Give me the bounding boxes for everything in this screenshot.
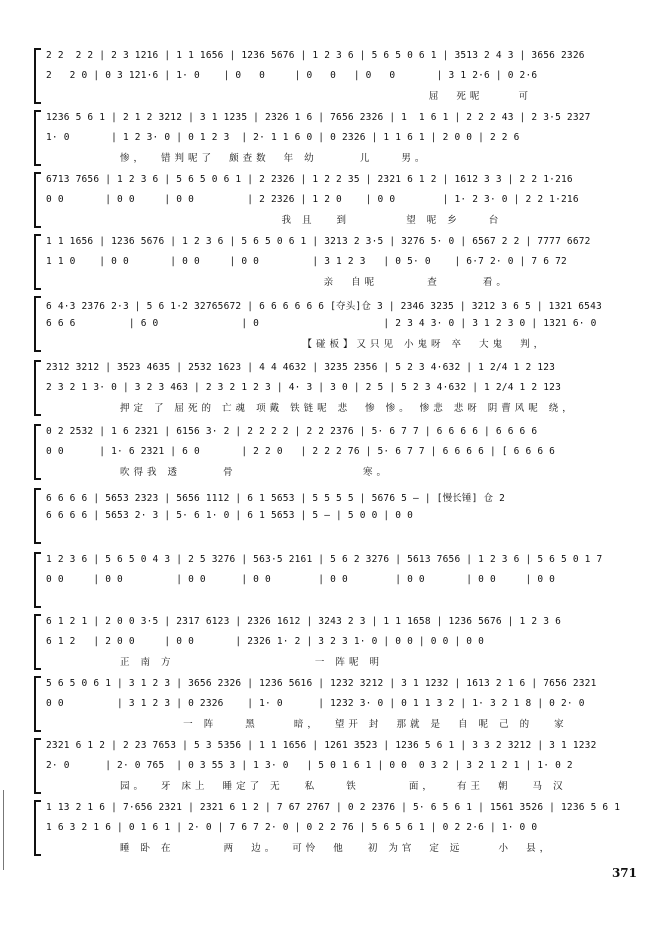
lower-part-line: 6 6 6 | 6 0 | 0 | 2 3 4 3· 0 | 3 1 2 3 0 | 1321 6· 0 xyxy=(46,318,597,329)
upper-part-line: 6 6 6 6 | 5653 2323 | 5656 1112 | 6 1 5653 | 5 5 5 5 | 5676 5 — | [慢长锤] 仓 2 xyxy=(46,493,506,504)
score-system xyxy=(40,738,632,792)
score-system xyxy=(40,552,632,606)
score-system xyxy=(40,48,632,102)
system-brace xyxy=(34,360,41,416)
upper-part-line: 1 1 1656 | 1236 5676 | 1 2 3 6 | 5 6 5 0 6 1 | 3213 2 3·5 | 3276 5· 0 | 6567 2 2 | 7777 6672 xyxy=(46,236,591,247)
system-brace xyxy=(34,234,41,290)
system-brace xyxy=(34,800,41,856)
system-brace xyxy=(34,296,41,352)
page-number: 371 xyxy=(611,866,637,880)
system-brace xyxy=(34,552,41,608)
lyric-line: 惨， 错判呢了 颇查数 年 幼 儿 男。 xyxy=(120,153,429,164)
lyric-line: 园。 牙 床上 睡定了 无 私 铁 面， 有王 朝 马 汉 xyxy=(120,781,567,792)
score-system xyxy=(40,800,632,854)
score-system xyxy=(40,110,632,164)
system-brace xyxy=(34,676,41,732)
system-brace xyxy=(34,110,41,166)
upper-part-line: 6 4·3 2376 2·3 | 5 6 1·2 32765672 | 6 6 6 6 6 6 [夺头]仓 3 | 2346 3235 | 3212 3 6 5 | 1321 6543 xyxy=(46,301,602,312)
score-system xyxy=(40,360,632,414)
system-brace xyxy=(34,48,41,104)
score-system xyxy=(40,296,632,350)
score-system xyxy=(40,172,632,226)
lower-part-line: 1 6 3 2 1 6 | 0 1 6 1 | 2· 0 | 7 6 7 2· 0 | 0 2 2 76 | 5 6 5 6 1 | 0 2 2·6 | 1· 0 0 xyxy=(46,822,538,833)
lyric-line: 亲 自呢 查 看。 xyxy=(120,277,510,288)
system-brace xyxy=(34,488,41,544)
upper-part-line: 5 6 5 0 6 1 | 3 1 2 3 | 3656 2326 | 1236 5616 | 1232 3212 | 3 1 1232 | 1613 2 1 6 | 7656 2321 xyxy=(46,678,597,689)
lyric-line: 屈 死呢 可 xyxy=(120,91,533,102)
lower-part-line: 0 0 | 1· 6 2321 | 6 0 | 2 2 0 | 2 2 2 76 | 5· 6 7 7 | 6 6 6 6 | [ 6 6 6 6 xyxy=(46,446,556,457)
lower-part-line: 0 0 | 3 1 2 3 | 0 2326 | 1· 0 | 1232 3· 0 | 0 1 1 3 2 | 1· 3 2 1 8 | 0 2· 0 xyxy=(46,698,585,709)
score-system xyxy=(40,676,632,730)
upper-part-line: 6713 7656 | 1 2 3 6 | 5 6 5 0 6 1 | 2 2326 | 1 2 2 35 | 2321 6 1 2 | 1612 3 3 | 2 2 1·216 xyxy=(46,174,573,185)
lyric-line: 正 南 方 一 阵呢 明 xyxy=(120,657,383,668)
upper-part-line: 2312 3212 | 3523 4635 | 2532 1623 | 4 4 4632 | 3235 2356 | 5 2 3 4·632 | 1 2/4 1 2 123 xyxy=(46,362,556,373)
upper-part-line: 1 2 3 6 | 5 6 5 0 4 3 | 2 5 3276 | 563·5 2161 | 5 6 2 3276 | 5613 7656 | 1 2 3 6 | 5 6 5 0 1 7 xyxy=(46,554,603,565)
lyric-line: 一 阵 黑 暗， 望开 封 那就 是 自 呢 己 的 家 xyxy=(120,719,568,730)
lower-part-line: 0 0 | 0 0 | 0 0 | 2 2326 | 1 2 0 | 0 0 | 1· 2 3· 0 | 2 2 1·216 xyxy=(46,194,579,205)
lower-part-line: 0 0 | 0 0 | 0 0 | 0 0 | 0 0 | 0 0 | 0 0 | 0 0 xyxy=(46,574,556,585)
upper-part-line: 1 13 2 1 6 | 7·656 2321 | 2321 6 1 2 | 7 67 2767 | 0 2 2376 | 5· 6 5 6 1 | 1561 3526 | 1236 5 6 1 xyxy=(46,802,621,813)
margin-mark xyxy=(3,790,6,870)
system-brace xyxy=(34,614,41,670)
upper-part-line: 2321 6 1 2 | 2 23 7653 | 5 3 5356 | 1 1 1656 | 1261 3523 | 1236 5 6 1 | 3 3 2 3212 | 3 1 1232 xyxy=(46,740,597,751)
lyric-line: 我 且 到 望 呢 乡 台 xyxy=(120,215,503,226)
upper-part-line: 0 2 2532 | 1 6 2321 | 6156 3· 2 | 2 2 2 2 | 2 2 2376 | 5· 6 7 7 | 6 6 6 6 | 6 6 6 6 xyxy=(46,426,538,437)
lyric-line: 吹得我 透 骨 寒。 xyxy=(120,467,390,478)
system-brace xyxy=(34,424,41,480)
lower-part-line: 6 1 2 | 2 0 0 | 0 0 | 2326 1· 2 | 3 2 3 1· 0 | 0 0 | 0 0 | 0 0 xyxy=(46,636,485,647)
system-brace xyxy=(34,738,41,794)
lyric-line: 睡 卧 在 两 边。 可怜 他 初 为官 定 远 小 县， xyxy=(120,843,554,854)
upper-part-line: 1236 5 6 1 | 2 1 2 3212 | 3 1 1235 | 2326 1 6 | 7656 2326 | 1 1 6 1 | 2 2 2 43 | 2 3·5 2327 xyxy=(46,112,591,123)
system-brace xyxy=(34,172,41,228)
lyric-line: 【碰板】又只见 小鬼呀 卒 大鬼 判， xyxy=(120,339,548,350)
lyric-line xyxy=(120,528,632,542)
lower-part-line: 1· 0 | 1 2 3· 0 | 0 1 2 3 | 2· 1 1 6 0 | 0 2326 | 1 1 6 1 | 2 0 0 | 2 2 6 xyxy=(46,132,520,143)
lyric-line: 押定 了 屈死的 亡魂 项戴 铁链呢 悲 惨 惨。 惨悲 悲呀 阴曹风呢 绕， xyxy=(120,403,576,414)
score-system xyxy=(40,234,632,288)
lower-part-line: 1 1 0 | 0 0 | 0 0 | 0 0 | 3 1 2 3 | 0 5· 0 | 6·7 2· 0 | 7 6 72 xyxy=(46,256,567,267)
lyric-line xyxy=(120,592,632,606)
score-system xyxy=(40,614,632,668)
lower-part-line: 6 6 6 6 | 5653 2· 3 | 5· 6 1· 0 | 6 1 5653 | 5 — | 5 0 0 | 0 0 xyxy=(46,510,414,521)
lower-part-line: 2 2 0 | 0 3 121·6 | 1· 0 | 0 0 | 0 0 | 0 0 | 3 1 2·6 | 0 2·6 xyxy=(46,70,538,81)
lower-part-line: 2· 0 | 2· 0 765 | 0 3 55 3 | 1 3· 0 | 5 0 1 6 1 | 0 0 0 3 2 | 3 2 1 2 1 | 1· 0 2 xyxy=(46,760,573,771)
upper-part-line: 6 1 2 1 | 2 0 0 3·5 | 2317 6123 | 2326 1612 | 3243 2 3 | 1 1 1658 | 1236 5676 | 1 2 3 6 xyxy=(46,616,561,627)
score-system xyxy=(40,488,632,542)
lower-part-line: 2 3 2 1 3· 0 | 3 2 3 463 | 2 3 2 1 2 3 | 4· 3 | 3 0 | 2 5 | 5 2 3 4·632 | 1 2/4 1 2 123 xyxy=(46,382,561,393)
score-system xyxy=(40,424,632,478)
upper-part-line: 2 2 2 2 | 2 3 1216 | 1 1 1656 | 1236 5676 | 1 2 3 6 | 5 6 5 0 6 1 | 3513 2 4 3 | 3656 2326 xyxy=(46,50,585,61)
